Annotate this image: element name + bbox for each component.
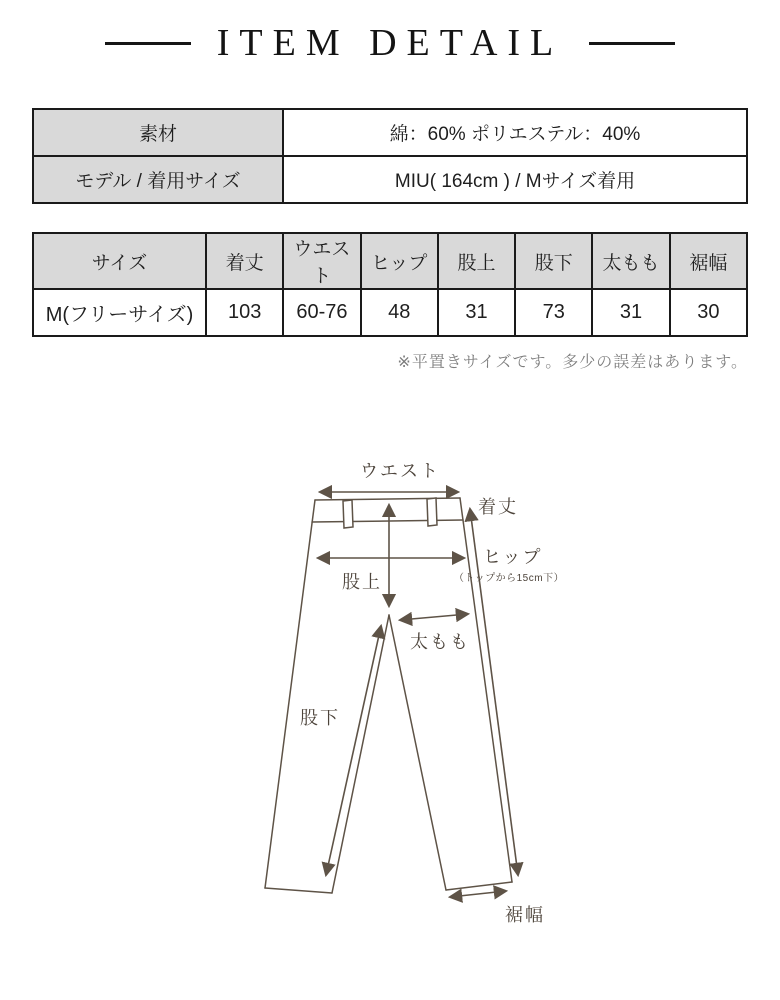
size-value-hem: 30 bbox=[670, 289, 747, 336]
size-value-inseam: 73 bbox=[515, 289, 592, 336]
thigh-label: 太もも bbox=[410, 632, 470, 652]
left-inner-seam bbox=[332, 615, 389, 893]
garment-length-label: 着丈 bbox=[478, 497, 518, 517]
belt-loop-icon bbox=[427, 498, 437, 526]
size-header-hip: ヒップ bbox=[361, 233, 438, 289]
size-header-size: サイズ bbox=[33, 233, 206, 289]
spec-value-material: 綿：60% ポリエステル：40% bbox=[283, 109, 747, 156]
size-header-length: 着丈 bbox=[206, 233, 283, 289]
inseam-label: 股下 bbox=[300, 708, 340, 728]
waistband-top-line bbox=[315, 498, 460, 500]
waist-label: ウエスト bbox=[360, 461, 440, 481]
rise-label: 股上 bbox=[342, 572, 382, 592]
waistband-bottom-line bbox=[312, 520, 463, 522]
title-dash-right bbox=[589, 42, 675, 45]
spec-value-model: MIU( 164cm ) / Mサイズ着用 bbox=[283, 156, 747, 203]
hem-width-label: 裾幅 bbox=[505, 905, 545, 925]
size-note: ※平置きサイズです。多少の誤差はあります。 bbox=[397, 354, 748, 371]
right-hem-line bbox=[446, 882, 512, 890]
spec-table bbox=[32, 108, 748, 204]
size-value-hip: 48 bbox=[361, 289, 438, 336]
table-row bbox=[33, 156, 747, 203]
hem-width-arrow bbox=[450, 891, 506, 897]
size-value-rise: 31 bbox=[438, 289, 515, 336]
size-header-rise: 股上 bbox=[438, 233, 515, 289]
spec-label-model: モデル / 着用サイズ bbox=[33, 156, 283, 203]
belt-loop-icon bbox=[343, 500, 353, 528]
size-value-size: M(フリーサイズ) bbox=[33, 289, 206, 336]
size-table-data-row bbox=[33, 289, 747, 336]
size-header-thigh: 太もも bbox=[592, 233, 669, 289]
right-inner-seam bbox=[389, 615, 446, 890]
hip-label: ヒップ bbox=[483, 547, 543, 567]
size-header-inseam: 股下 bbox=[515, 233, 592, 289]
pants-measurement-diagram bbox=[0, 440, 780, 950]
left-hem-line bbox=[265, 888, 332, 893]
hip-note-label: （トップから15cm下） bbox=[453, 573, 565, 584]
title-dash-left bbox=[105, 42, 191, 45]
table-row bbox=[33, 109, 747, 156]
spec-label-material: 素材 bbox=[33, 109, 283, 156]
size-header-hem: 裾幅 bbox=[670, 233, 747, 289]
inseam-arrow bbox=[326, 626, 381, 875]
title-block bbox=[0, 24, 780, 62]
thigh-arrow bbox=[400, 614, 468, 620]
size-table-header-row bbox=[33, 233, 747, 289]
size-value-thigh: 31 bbox=[592, 289, 669, 336]
size-header-waist: ウエスト bbox=[283, 233, 360, 289]
left-outer-seam bbox=[265, 500, 315, 888]
size-table bbox=[32, 232, 748, 337]
size-value-waist: 60-76 bbox=[283, 289, 360, 336]
size-value-length: 103 bbox=[206, 289, 283, 336]
page-title: ITEM DETAIL bbox=[216, 22, 564, 64]
